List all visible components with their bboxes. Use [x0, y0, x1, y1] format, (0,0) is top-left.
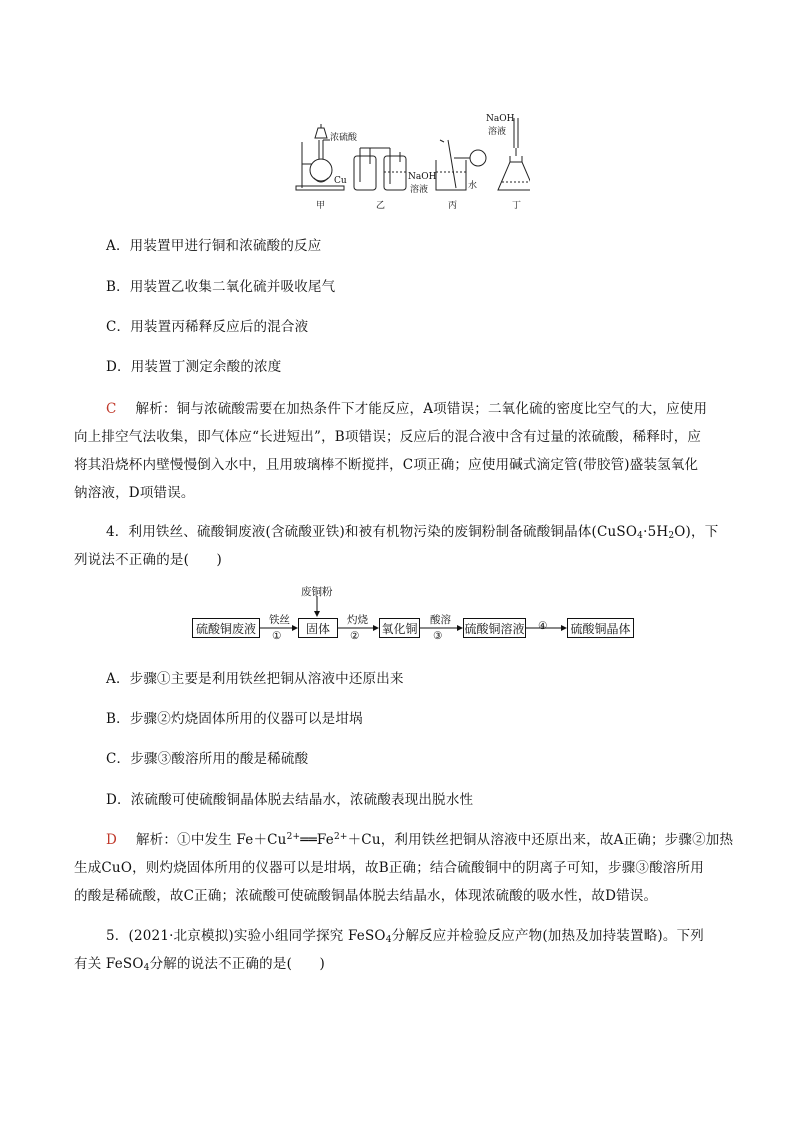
q5-stem-line-2 — [74, 952, 325, 973]
label-naoh-1: NaOH — [408, 172, 437, 182]
q4-stem-text-c: O)，下 — [674, 524, 719, 540]
flow-step-4: ④ — [538, 620, 548, 632]
q3-option-a: A．用装置甲进行铜和浓硫酸的反应 — [106, 238, 322, 254]
q3-option-c: C．用装置丙稀释反应后的混合液 — [106, 319, 309, 335]
q4-answer-line-1 — [106, 828, 733, 848]
label-conc-acid: 浓硫酸 — [330, 133, 358, 143]
q5-stem-sub-1: 4 — [385, 935, 392, 945]
apparatus-yi — [354, 148, 406, 190]
q4-option-b: B．步骤②灼烧固体所用的仪器可以是坩埚 — [106, 711, 363, 727]
flow-arrow-top-3: 酸溶 — [430, 614, 451, 626]
label-cu: Cu — [334, 176, 347, 186]
apparatus-figure — [290, 112, 530, 212]
flow-box-3: 氧化铜 — [379, 618, 420, 638]
q4-stem-text-b: ·5H — [643, 524, 669, 540]
q3-answer-letter: C — [106, 401, 117, 417]
q3-answer-line-4: 钠溶液，D项错误。 — [74, 485, 195, 501]
q4-stem-sub-1: 4 — [637, 531, 644, 541]
caption-bing: 丙 — [448, 201, 458, 211]
flow-diagram — [192, 584, 634, 644]
q4-answer-line-2: 生成CuO，则灼烧固体所用的仪器可以是坩埚，故B正确；结合硫酸铜中的阴离子可知，步骤③酸溶所用 — [74, 860, 704, 876]
label-naoh-top-1: NaOH — [486, 114, 515, 124]
q3-option-d: D．用装置丁测定余酸的浓度 — [106, 359, 282, 375]
q4-stem-line-2: 列说法不正确的是( ) — [74, 552, 222, 568]
q4-analysis-text-b: ══Fe — [300, 832, 334, 848]
q4-stem-sub-2: 2 — [668, 531, 675, 541]
q5-stem-text-d: 分解的说法不正确的是( ) — [149, 956, 325, 972]
caption-ding: 丁 — [512, 201, 522, 211]
q4-answer-letter: D — [106, 832, 118, 848]
q4-stem-text-a: 4．利用铁丝、硫酸铜废液(含硫酸亚铁)和被有机物污染的废铜粉制备硫酸铜晶体(CuSO — [106, 524, 638, 540]
q4-option-a: A．步骤①主要是利用铁丝把铜从溶液中还原出来 — [106, 671, 404, 687]
q4-answer-line-3: 的酸是稀硫酸，故C正确；浓硫酸可使硫酸铜晶体脱去结晶水，体现浓硫酸的吸水性，故D错误。 — [74, 888, 658, 904]
q4-option-d: D．浓硫酸可使硫酸铜晶体脱去结晶水，浓硫酸表现出脱水性 — [106, 792, 474, 808]
label-naoh-top-2: 溶液 — [488, 127, 507, 137]
q5-stem-text-a: 5．(2021·北京模拟)实验小组同学探究 FeSO — [106, 928, 386, 944]
q4-stem-line-1 — [106, 520, 718, 541]
q3-answer-line-2: 向上排空气法收集，即气体应“长进短出”，B项错误；反应后的混合液中含有过量的浓硫酸，稀释时，应 — [74, 429, 702, 445]
flow-box-2: 固体 — [298, 618, 338, 638]
q5-stem-text-c: 有关 FeSO — [74, 956, 144, 972]
flow-box-5: 硫酸铜晶体 — [567, 618, 634, 638]
q3-analysis-text-1: 解析：铜与浓硫酸需要在加热条件下才能反应，A项错误；二氧化硫的密度比空气的大，应使用 — [135, 401, 708, 417]
apparatus-bing — [436, 140, 486, 190]
flow-top-input: 废铜粉 — [301, 586, 333, 598]
q3-answer-line-1 — [106, 397, 707, 417]
flow-step-3: ③ — [433, 630, 443, 642]
q3-option-b: B．用装置乙收集二氧化硫并吸收尾气 — [106, 279, 336, 295]
flow-arrow-top-1: 铁丝 — [269, 614, 290, 626]
flow-box-1: 硫酸铜废液 — [192, 618, 260, 638]
q4-option-c: C．步骤③酸溶所用的酸是稀硫酸 — [106, 751, 309, 767]
flow-step-2: ② — [350, 630, 360, 642]
caption-jia: 甲 — [316, 201, 326, 211]
q4-analysis-text-c: ＋Cu，利用铁丝把铜从溶液中还原出来，故A正确；步骤②加热 — [347, 832, 734, 848]
q4-analysis-sup-2: 2+ — [333, 832, 348, 842]
flow-step-1: ① — [272, 630, 282, 642]
caption-yi: 乙 — [376, 201, 386, 211]
q5-stem-sub-2: 4 — [143, 963, 150, 973]
label-water: 水 — [468, 181, 478, 191]
q5-stem-text-b: 分解反应并检验反应产物(加热及加持装置略)。下列 — [391, 928, 704, 944]
q3-answer-line-3: 将其沿烧杯内壁慢慢倒入水中，且用玻璃棒不断搅拌，C项正确；应使用碱式滴定管(带胶管)盛装氢氧化 — [74, 457, 699, 473]
flow-box-4: 硫酸铜溶液 — [463, 618, 526, 638]
flow-arrow-top-2: 灼烧 — [347, 614, 368, 626]
label-naoh-2: 溶液 — [410, 185, 429, 195]
q4-analysis-sup-1: 2+ — [286, 832, 301, 842]
q4-analysis-text-a: 解析：①中发生 Fe＋Cu — [136, 832, 287, 848]
q5-stem-line-1 — [106, 924, 704, 945]
